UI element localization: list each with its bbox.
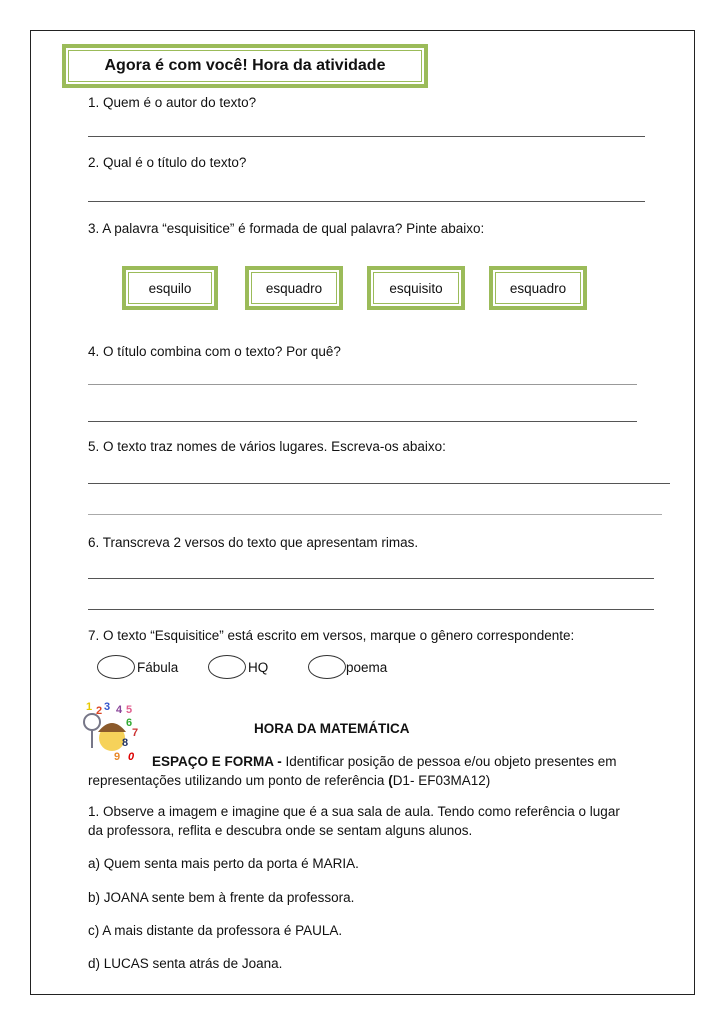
option-esquisito[interactable] xyxy=(367,266,465,310)
svg-text:8: 8 xyxy=(122,737,129,749)
svg-text:9: 9 xyxy=(114,751,121,762)
option-label: esquadro xyxy=(509,280,567,296)
skill-text: representações utilizando um ponto de referência xyxy=(88,773,389,788)
svg-text:1: 1 xyxy=(86,701,93,713)
option-esquadro[interactable] xyxy=(245,266,343,310)
genre-label: Fábula xyxy=(137,660,179,675)
math-skill-line-2 xyxy=(88,773,490,788)
activity-title-box xyxy=(62,44,428,88)
genre-label: poema xyxy=(346,660,388,675)
option-label: esquadro xyxy=(265,280,323,296)
activity-title: Agora é com você! Hora da atividade xyxy=(104,57,386,74)
question-2: 2. Qual é o título do texto? xyxy=(88,155,247,170)
question-7: 7. O texto “Esquisitice” está escrito em versos, marque o gênero correspondente: xyxy=(88,628,575,643)
question-1: 1. Quem é o autor do texto? xyxy=(88,95,257,110)
question-6: 6. Transcreva 2 versos do texto que apresentam rimas. xyxy=(88,535,419,550)
math-heading: HORA DA MATEMÁTICA xyxy=(254,721,410,736)
question-4: 4. O título combina com o texto? Por quê? xyxy=(88,344,341,359)
math-item-b: b) JOANA sente bem à frente da professora. xyxy=(88,890,355,905)
question-3: 3. A palavra “esquisitice” é formada de qual palavra? Pinte abaixo: xyxy=(88,221,485,236)
math-question-1-line-1: 1. Observe a imagem e imagine que é a sua sala de aula. Tendo como referência o lugar xyxy=(88,804,620,819)
answer-line[interactable] xyxy=(88,609,654,610)
skill-title: ESPAÇO E FORMA - xyxy=(152,754,282,769)
worksheet-border xyxy=(30,30,695,995)
skill-text: Identificar posição de pessoa e/ou objeto presentes em xyxy=(281,754,617,769)
option-label: esquilo xyxy=(148,280,192,296)
answer-line[interactable] xyxy=(88,483,670,484)
genre-label: HQ xyxy=(248,660,269,675)
option-esquadro-2[interactable] xyxy=(489,266,587,310)
answer-line[interactable] xyxy=(88,136,645,137)
question-5: 5. O texto traz nomes de vários lugares. Escreva-os abaixo: xyxy=(88,439,446,454)
answer-line[interactable] xyxy=(88,514,662,515)
option-label: esquisito xyxy=(389,280,443,296)
svg-text:0: 0 xyxy=(128,751,135,762)
genre-checkbox-fabula[interactable] xyxy=(97,655,135,679)
svg-text:4: 4 xyxy=(116,704,123,716)
svg-text:3: 3 xyxy=(104,701,111,713)
math-question-1-line-2: da professora, reflita e descubra onde se sentam alguns alunos. xyxy=(88,823,473,838)
svg-text:6: 6 xyxy=(126,717,133,729)
math-item-c: c) A mais distante da professora é PAULA. xyxy=(88,923,343,938)
answer-line[interactable] xyxy=(88,578,654,579)
skill-paren: ( xyxy=(388,773,393,788)
svg-text:2: 2 xyxy=(96,705,103,717)
svg-text:7: 7 xyxy=(132,727,139,739)
svg-text:5: 5 xyxy=(126,704,133,716)
genre-checkbox-hq[interactable] xyxy=(208,655,246,679)
answer-line[interactable] xyxy=(88,421,637,422)
math-skill-line-1 xyxy=(152,754,616,769)
math-detective-logo xyxy=(80,700,150,762)
answer-line[interactable] xyxy=(88,384,637,385)
answer-line[interactable] xyxy=(88,201,645,202)
skill-code: D1- EF03MA12) xyxy=(392,773,491,788)
math-item-a: a) Quem senta mais perto da porta é MARIA. xyxy=(88,856,359,871)
genre-checkbox-poema[interactable] xyxy=(308,655,346,679)
math-item-d: d) LUCAS senta atrás de Joana. xyxy=(88,956,283,971)
option-esquilo[interactable] xyxy=(122,266,218,310)
